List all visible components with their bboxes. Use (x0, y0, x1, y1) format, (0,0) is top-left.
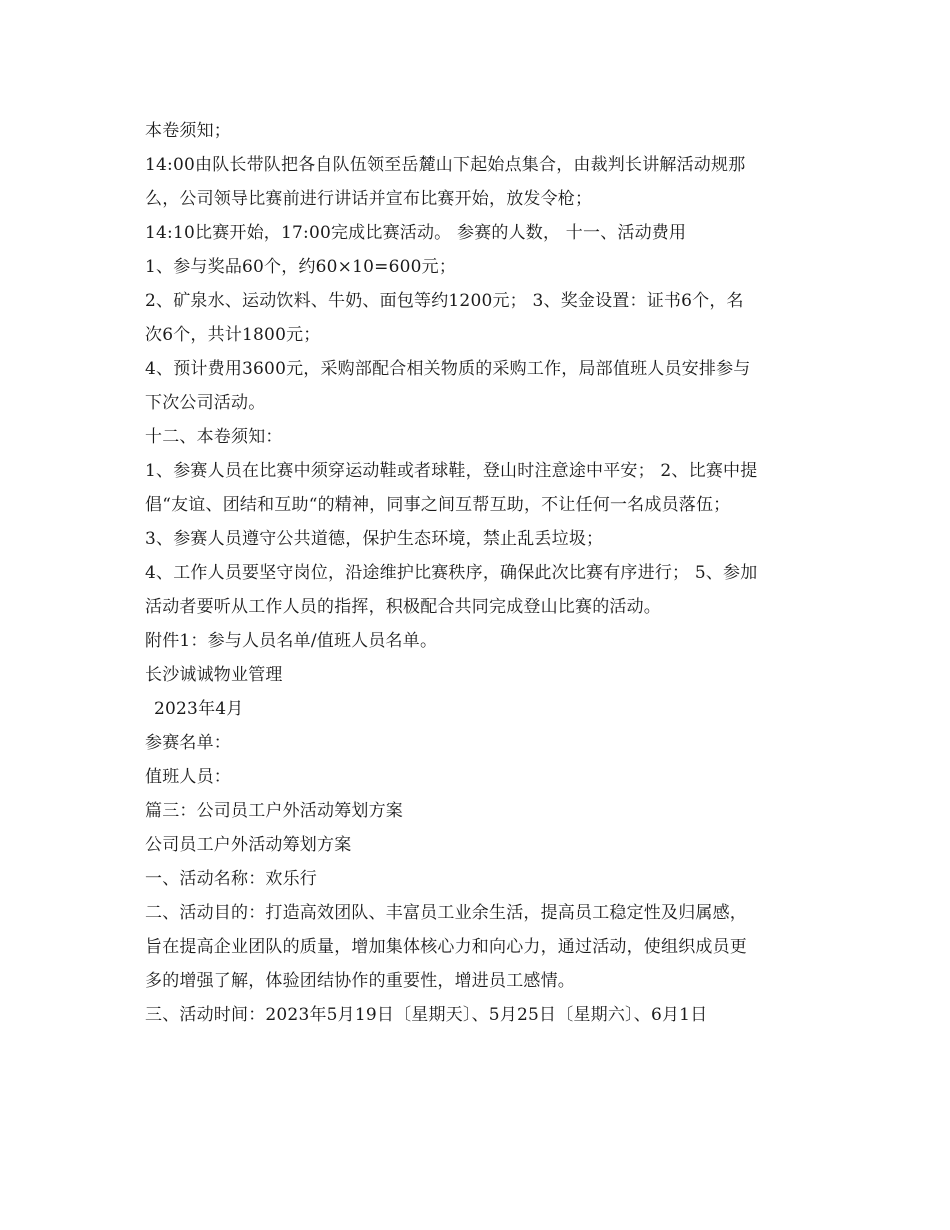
text-line: 三、活动时间：2023年5月19日〔星期天〕、5月25日〔星期六〕、6月1日 (145, 1005, 708, 1025)
section-heading: 十二、本卷须知： (145, 427, 283, 447)
participant-list-label: 参赛名单： (145, 733, 231, 753)
text-line: 2、矿泉水、运动饮料、牛奶、面包等约1200元； 3、奖金设置：证书6个，名 (145, 291, 744, 311)
organization-name: 长沙诚诚物业管理 (145, 665, 283, 685)
duty-staff-label: 值班人员： (145, 767, 231, 787)
text-line: 么，公司领导比赛前进行讲话并宣布比赛开始，放发令枪； (145, 189, 593, 209)
document-date: 2023年4月 (154, 699, 244, 719)
text-line: 一、活动名称：欢乐行 (145, 869, 317, 889)
text-line: 多的增强了解，体验团结协作的重要性，增进员工感情。 (145, 971, 575, 991)
plan-title: 公司员工户外活动筹划方案 (145, 835, 352, 855)
text-line: 14:00由队长带队把各自队伍领至岳麓山下起始点集合，由裁判长讲解活动规那 (145, 155, 746, 175)
text-line: 4、工作人员要坚守岗位，沿途维护比赛秩序，确保此次比赛有序进行； 5、参加 (145, 563, 758, 583)
text-line: 活动者要听从工作人员的指挥，积极配合共同完成登山比赛的活动。 (145, 597, 661, 617)
text-line: 二、活动目的：打造高效团队、丰富员工业余生活，提高员工稳定性及归属感， (145, 903, 747, 923)
text-line: 1、参与奖品60个，约60×10=600元； (145, 257, 457, 277)
attachment-line: 附件1：参与人员名单/值班人员名单。 (145, 631, 438, 651)
text-line: 1、参赛人员在比赛中须穿运动鞋或者球鞋，登山时注意途中平安； 2、比赛中提 (145, 461, 758, 481)
text-line: 旨在提高企业团队的质量，增加集体核心力和向心力，通过活动，使组织成员更 (145, 937, 747, 957)
text-line: 次6个，共计1800元； (145, 325, 321, 345)
text-line: 倡“友谊、团结和互助“的精神，同事之间互帮互助，不让任何一名成员落伍； (145, 495, 731, 515)
text-line: 下次公司活动。 (145, 393, 266, 413)
text-line: 本卷须知； (145, 121, 231, 141)
document-body (145, 114, 805, 1032)
text-line: 4、预计费用3600元，采购部配合相关物质的采购工作，局部值班人员安排参与 (145, 359, 751, 379)
section-title: 篇三：公司员工户外活动筹划方案 (145, 801, 403, 821)
text-line: 3、参赛人员遵守公共道德，保护生态环境，禁止乱丢垃圾； (145, 529, 604, 549)
text-line: 14:10比赛开始，17:00完成比赛活动。 参赛的人数， 十一、活动费用 (145, 223, 687, 243)
